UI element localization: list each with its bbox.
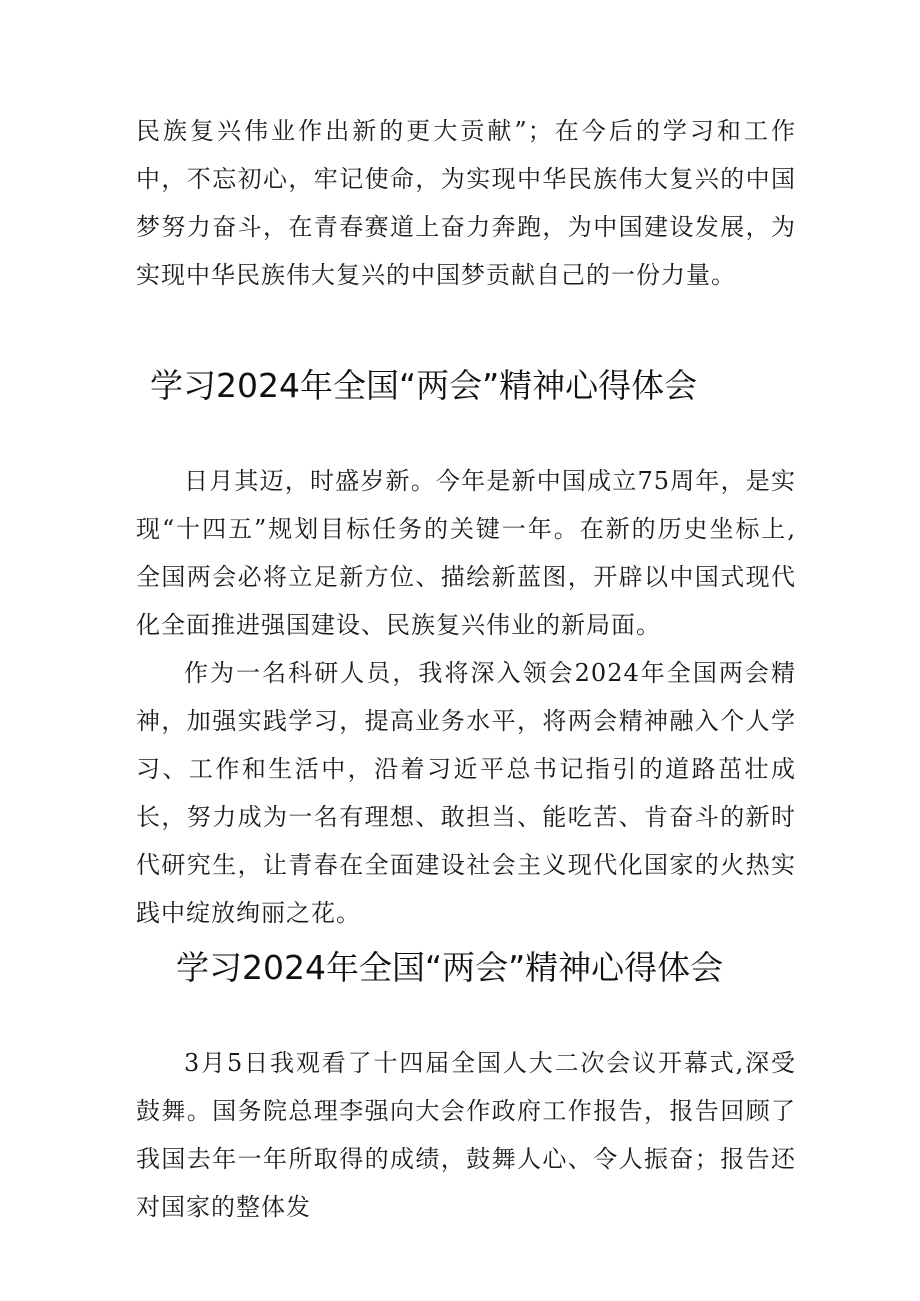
body-paragraph: 作为一名科研人员，我将深入领会2024年全国两会精神，加强实践学习，提高业务水平，将两会精神融入个人学习、工作和生活中，沿着习近平总书记指引的道路茁壮成长，努力成为一名有理想、敢担当、能吃苦、肯奋斗的新时代研究生，让青春在全面建设社会主义现代化国家的火热实践中绽放绚丽之花。: [136, 659, 796, 927]
section-title: 学习2024年全国“两会”精神心得体会: [176, 948, 724, 987]
intro-block: [136, 107, 796, 299]
body-paragraph: 日月其迈，时盛岁新。今年是新中国成立75周年，是实现“十四五”规划目标任务的关键一年。在新的历史坐标上,全国两会必将立足新方位、描绘新蓝图，开辟以中国式现代化全面推进强国建设、民族复兴伟业的新局面。: [136, 467, 796, 639]
section-title: 学习2024年全国“两会”精神心得体会: [150, 366, 698, 405]
section-2-body: [136, 1039, 796, 1231]
intro-paragraph: 民族复兴伟业作出新的更大贡献”；在今后的学习和工作中，不忘初心，牢记使命，为实现中华民族伟大复兴的中国梦努力奋斗，在青春赛道上奋力奔跑，为中国建设发展，为实现中华民族伟大复兴的中国梦贡献自己的一份力量。: [136, 117, 796, 289]
section-1-body: [136, 457, 796, 937]
body-paragraph: 3月5日我观看了十四届全国人大二次会议开幕式,深受鼓舞。国务院总理李强向大会作政府工作报告，报告回顾了我国去年一年所取得的成绩，鼓舞人心、令人振奋；报告还对国家的整体发: [136, 1049, 796, 1221]
